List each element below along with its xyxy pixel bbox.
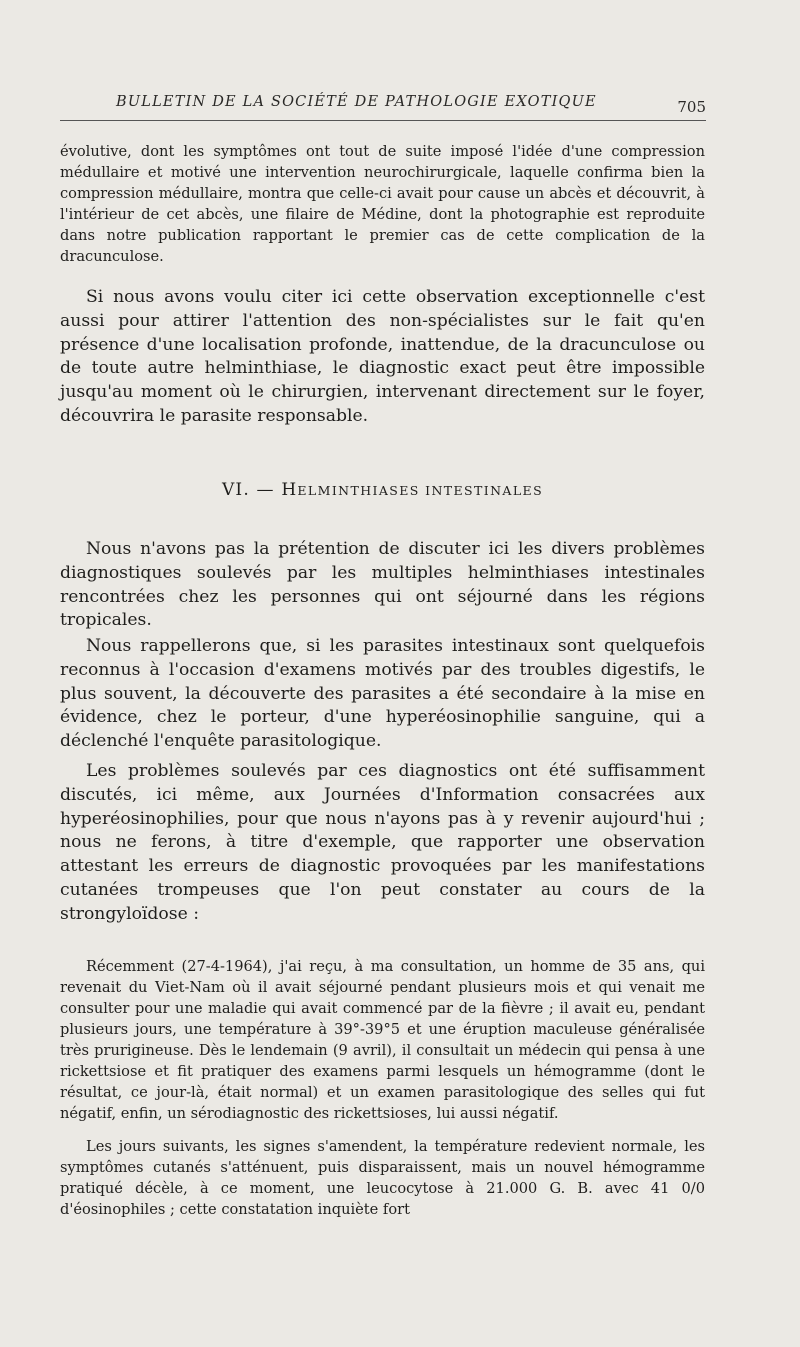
- section-number: VI.: [221, 480, 250, 500]
- paragraph-observation: Si nous avons voulu citer ici cette observation exceptionnelle c'est aussi pour attirer l'attention des non-spécialistes sur le fait qu'en présence d'une localisation profonde, inattendue, de la dracunculose ou de toute autre helminthiase, le diagnostic exact peut être impossible jusqu'au moment où le chirurgien, intervenant directement sur le foyer, découvrira le parasite responsable.: [60, 287, 705, 426]
- section-title-rest: ELMINTHIASES INTESTINALES: [297, 483, 544, 498]
- section-title-initial: H: [281, 480, 298, 500]
- section-dash: —: [256, 480, 275, 500]
- page-number: 705: [677, 98, 706, 116]
- paragraph-parasites: Nous rappellerons que, si les parasites intestinaux sont quelquefois reconnus à l'occasion d'examens motivés par des troubles digestifs, le plus souvent, la découverte des parasites a été secondaire à la mise en évidence, chez le porteur, d'une hyperéosinophilie sanguine, qui a déclenché l'enquête parasitologique.: [60, 636, 705, 752]
- running-header: [60, 92, 706, 121]
- paragraph-case-report: Récemment (27-4-1964), j'ai reçu, à ma consultation, un homme de 35 ans, qui revenait du Viet-Nam où il avait séjourné pendant plusieurs mois et qui venait me consulter pour une maladie qui avait commencé par de la fièvre ; il avait eu, pendant plusieurs jours, une température à 39°-39°5 et une éruption maculeuse généralisée très prurigineuse. Dès le lendemain (9 avril), il consultait un médecin qui pensa à une rickettsiose et fit pratiquer des examens parmi lesquels un hémogramme (dont le résultat, ce jour-là, était normal) et un examen parasitologique des selles qui fut négatif, enfin, un sérodiagnostic des rickettsioses, lui aussi négatif.: [60, 958, 705, 1122]
- paragraph-following-days: Les jours suivants, les signes s'amendent, la température redevient normale, les symptômes cutanés s'atténuent, puis disparaissent, mais un nouvel hémogramme pratiqué décèle, à ce moment, une leucocytose à 21.000 G. B. avec 41 0/0 d'éosinophiles ; cette constatation inquiète fort: [60, 1138, 705, 1218]
- section-heading: [60, 480, 705, 500]
- paragraph-problems: Les problèmes soulevés par ces diagnostics ont été suffisamment discutés, ici même, aux Journées d'Information consacrées aux hyperéosinophilies, pour que nous n'ayons pas à y revenir aujourd'hui ; nous ne ferons, à titre d'exemple, que rapporter une observation attestant les erreurs de diagnostic provoquées par les manifestations cutanées trompeuses que l'on peut constater au cours de la strongyloïdose :: [60, 761, 705, 924]
- paragraph-intro: Nous n'avons pas la prétention de discuter ici les divers problèmes diagnostiques soulevés par les multiples helminthiases intestinales rencontrées chez les personnes qui ont séjourné dans les régions tropicales.: [60, 539, 705, 631]
- paragraph-continuation: évolutive, dont les symptômes ont tout de suite imposé l'idée d'une compression médullaire et motivé une intervention neurochirurgicale, laquelle confirma bien la compression médullaire, montra que celle-ci avait pour cause un abcès et découvrit, à l'intérieur de cet abcès, une filaire de Médine, dont la photographie est reproduite dans notre publication rapportant le premier cas de cette complication de la dracunculose.: [60, 143, 705, 265]
- running-title: BULLETIN DE LA SOCIÉTÉ DE PATHOLOGIE EXOTIQUE: [116, 94, 597, 110]
